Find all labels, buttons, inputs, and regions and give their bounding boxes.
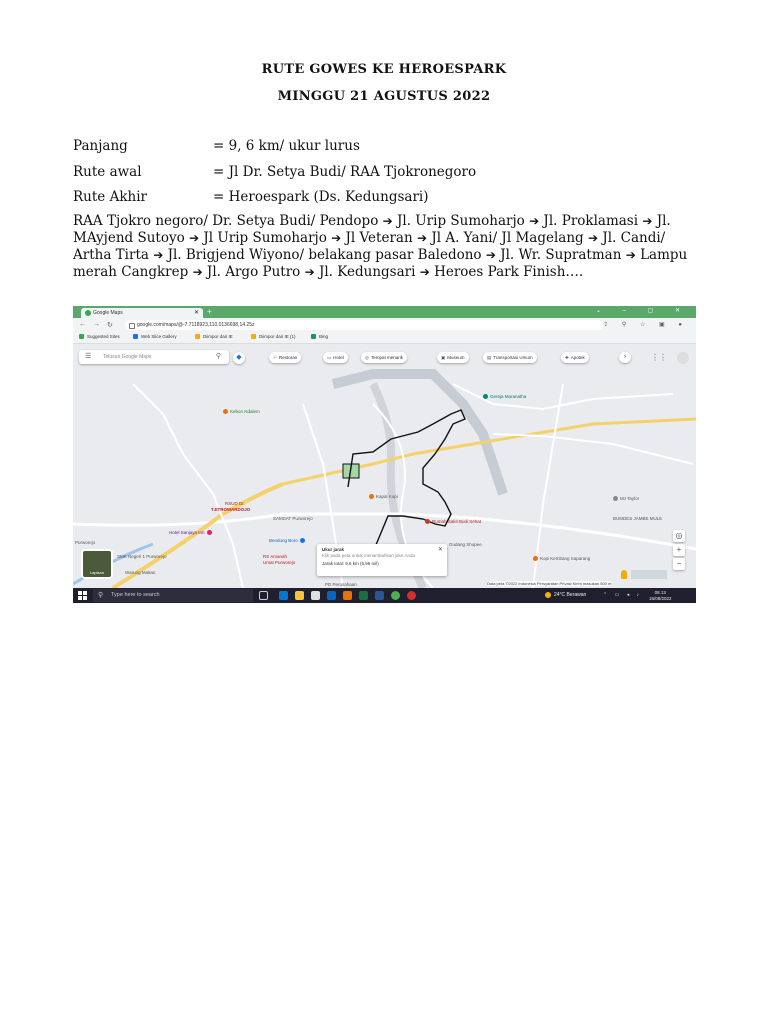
attraction-icon: ◎ bbox=[365, 355, 369, 360]
store-icon[interactable] bbox=[311, 591, 320, 600]
clock-time: 08.13 bbox=[654, 590, 666, 595]
route-segment: Jl. Proklamasi bbox=[543, 213, 639, 229]
bookmark-bing[interactable]: Bing bbox=[311, 334, 328, 339]
route-segment: Jl. Brigjend Wiyono/ belakang pasar Baledono bbox=[167, 247, 482, 263]
forward-icon[interactable]: → bbox=[93, 321, 100, 328]
bookmarks-bar bbox=[73, 332, 696, 344]
bookmark-diimpor-ie[interactable]: Diimpor dari IE bbox=[195, 334, 233, 339]
tab-title: Google Maps bbox=[93, 310, 123, 316]
place-warung-makan[interactable]: Warung Makan bbox=[125, 570, 156, 575]
route-segment: Jl. Candi/ Artha Tirta bbox=[73, 230, 666, 263]
place-purworejo[interactable]: Purworejo bbox=[75, 540, 96, 545]
excel-icon[interactable] bbox=[359, 591, 368, 600]
route-segment: Jl. Urip Sumoharjo bbox=[396, 213, 525, 229]
my-location-icon[interactable]: ◎ bbox=[673, 530, 685, 542]
browser-toolbar-icons[interactable]: ⇪ ⚲ ☆ ▣ ● bbox=[603, 322, 688, 328]
popup-hint: Klik pada peta untuk menambahkan jalur Anda bbox=[322, 553, 416, 558]
route-segment: Jl A. Yani/ Jl Magelang bbox=[431, 230, 584, 246]
arrow-right-icon: ➔ bbox=[192, 265, 203, 279]
place-bendung-boro[interactable]: Bendung Boro bbox=[269, 538, 307, 543]
place-kapal-kopi[interactable]: Kapal Kopi bbox=[369, 494, 398, 499]
task-view-icon[interactable] bbox=[259, 591, 268, 600]
route-segment: Heroes Park Finish…. bbox=[434, 264, 584, 280]
new-tab-icon[interactable]: + bbox=[207, 307, 212, 316]
windows-start-icon[interactable] bbox=[78, 591, 87, 600]
place-kebon-ndalem[interactable]: Kebon Ndalem bbox=[223, 409, 260, 414]
place-rsud-line1[interactable]: RSUD Dr. bbox=[225, 501, 245, 506]
layers-toggle[interactable]: Lapisan bbox=[81, 549, 113, 579]
address-bar-row bbox=[73, 318, 696, 332]
reload-icon[interactable]: ↻ bbox=[107, 322, 113, 329]
map-footer: Data peta ©2022 Indonesia Persyaratan Privasi Kirim masukan 500 m bbox=[487, 581, 612, 586]
place-hotel-sanjaya[interactable]: Hotel Sanjaya Inn bbox=[169, 530, 214, 535]
taskbar-search-input[interactable] bbox=[93, 589, 253, 602]
browser-tab[interactable] bbox=[81, 308, 203, 318]
bookmark-suggested-sites[interactable]: Suggested Sites bbox=[79, 334, 120, 339]
arrow-right-icon: ➔ bbox=[189, 231, 200, 245]
maps-search-input[interactable] bbox=[79, 350, 229, 364]
transit-icon: ▤ bbox=[487, 355, 492, 360]
menu-icon[interactable]: ☰ bbox=[85, 353, 92, 360]
back-icon[interactable]: ← bbox=[79, 321, 86, 328]
maps-search-placeholder: Telusuri Google Maps bbox=[103, 354, 152, 360]
arrow-right-icon: ➔ bbox=[419, 265, 430, 279]
bookmark-diimpor-ie-1[interactable]: Diimpor dari IE (1) bbox=[251, 334, 296, 339]
account-avatar[interactable] bbox=[677, 352, 689, 364]
search-icon: ⚲ bbox=[98, 592, 104, 599]
route-description bbox=[73, 213, 698, 281]
route-segment: Jl Urip Sumoharjo bbox=[203, 230, 327, 246]
chip-hotel[interactable]: ▭ Hotel bbox=[323, 352, 348, 363]
zoom-out-button[interactable]: − bbox=[673, 558, 685, 570]
place-rs-amanah-line1[interactable]: RS Amanah bbox=[263, 554, 288, 559]
arrow-right-icon: ➔ bbox=[642, 214, 653, 228]
maps-screenshot bbox=[73, 306, 696, 603]
street-view-pegman-icon[interactable] bbox=[621, 570, 627, 579]
street-view-thumbnails[interactable] bbox=[631, 570, 667, 579]
route-segment: Jl. MAyjend Sutoyo bbox=[73, 213, 671, 246]
place-kopi-kembang[interactable]: Kopi Kembang Saparang bbox=[533, 556, 590, 561]
url-field[interactable] bbox=[125, 320, 603, 330]
mail-icon[interactable] bbox=[327, 591, 336, 600]
directions-icon[interactable]: ◆ bbox=[233, 352, 245, 364]
file-explorer-icon[interactable] bbox=[295, 591, 304, 600]
arrow-right-icon: ➔ bbox=[153, 248, 164, 262]
chips-more-icon[interactable]: › bbox=[619, 352, 631, 363]
window-controls[interactable]: ⌄ – ▢ ✕ bbox=[595, 308, 690, 314]
popup-title: Ukur jarak bbox=[322, 547, 345, 552]
place-pd[interactable]: PD Perusahaan bbox=[325, 582, 357, 587]
measure-distance-popup bbox=[317, 544, 447, 576]
arrow-right-icon: ➔ bbox=[529, 214, 540, 228]
arrow-right-icon: ➔ bbox=[304, 265, 315, 279]
place-smk[interactable]: SMK Negeri 1 Purworejo bbox=[117, 554, 167, 559]
panjang-label: Panjang bbox=[73, 138, 128, 154]
url-text: google.com/maps/@-7.7118923,110.0136698,14.25z bbox=[137, 322, 255, 328]
place-rumah-sakit[interactable]: Rumah Sakit Budi Sehat bbox=[425, 519, 481, 524]
taskbar-clock[interactable] bbox=[649, 590, 672, 601]
edge-icon[interactable] bbox=[279, 591, 288, 600]
weather-widget[interactable]: 24°C Berawan bbox=[545, 589, 586, 602]
rute-awal-value: = Jl Dr. Setya Budi/ RAA Tjokronegoro bbox=[213, 164, 477, 180]
word-icon[interactable] bbox=[375, 591, 384, 600]
apps-grid-icon[interactable]: ⋮⋮ bbox=[651, 353, 667, 362]
bookmark-web-slice-gallery[interactable]: Web Slice Gallery bbox=[133, 334, 177, 339]
google-maps-favicon-icon bbox=[85, 310, 91, 316]
chip-tempat-menarik[interactable]: ◎ Tempat menarik bbox=[361, 352, 407, 363]
route-segment: Jl Veteran bbox=[345, 230, 413, 246]
place-rsud-line2[interactable]: TJITROWARDOJO bbox=[211, 507, 251, 512]
close-tab-icon[interactable]: ✕ bbox=[193, 310, 199, 316]
rute-awal-label: Rute awal bbox=[73, 164, 142, 180]
chip-apotek[interactable]: ✚ Apotek bbox=[561, 352, 589, 363]
weather-icon bbox=[545, 592, 551, 598]
chrome-icon[interactable] bbox=[391, 591, 400, 600]
arrow-right-icon: ➔ bbox=[587, 231, 599, 245]
route-segment: Jl. Argo Putro bbox=[206, 264, 301, 280]
place-gudang-shopee[interactable]: Gudang Shopee bbox=[449, 542, 482, 547]
zoom-in-button[interactable]: + bbox=[673, 544, 685, 556]
rute-akhir-value: = Heroespark (Ds. Kedungsari) bbox=[213, 189, 429, 205]
route-segment: Jl. Kedungsari bbox=[318, 264, 416, 280]
hotel-icon: ▭ bbox=[327, 355, 332, 360]
route-segment: Lampu merah Cangkrep bbox=[73, 247, 688, 280]
document-title: RUTE GOWES KE HEROESPARK bbox=[261, 62, 507, 77]
rute-akhir-label: Rute Akhir bbox=[73, 189, 147, 205]
opera-icon[interactable] bbox=[407, 591, 416, 600]
arrow-right-icon: ➔ bbox=[625, 248, 636, 262]
taskbar-search-placeholder: Type here to search bbox=[111, 592, 160, 598]
place-mj-taylor[interactable]: MJ Taylor bbox=[613, 496, 639, 501]
close-popup-icon[interactable]: ✕ bbox=[437, 547, 443, 553]
arrow-right-icon: ➔ bbox=[485, 248, 496, 262]
route-segment: RAA Tjokro negoro/ Dr. Setya Budi/ Pendopo bbox=[73, 213, 379, 229]
arrow-right-icon: ➔ bbox=[331, 231, 342, 245]
clock-date: 15/08/2022 bbox=[649, 595, 672, 601]
place-samsat[interactable]: SAMSAT Purworejo bbox=[273, 516, 313, 521]
arrow-right-icon: ➔ bbox=[382, 214, 393, 228]
lock-icon bbox=[129, 323, 135, 329]
route-segment: Jl. Wr. Supratman bbox=[500, 247, 622, 263]
place-gereja[interactable]: Gereja Maranatha bbox=[483, 394, 526, 399]
map-canvas[interactable] bbox=[73, 344, 696, 588]
chip-transportasi-umum[interactable]: ▤ Transportasi Umum bbox=[483, 352, 537, 363]
restaurant-icon: ⚐ bbox=[273, 355, 278, 360]
search-icon[interactable]: ⚲ bbox=[215, 353, 221, 360]
app-icon[interactable] bbox=[343, 591, 352, 600]
system-tray-icons[interactable]: ⌃ ▭ ◂ ♪ bbox=[603, 592, 643, 598]
chip-restoran[interactable]: ⚐ Restoran bbox=[269, 352, 301, 363]
document-subtitle: MINGGU 21 AGUSTUS 2022 bbox=[277, 89, 491, 104]
panjang-value: = 9, 6 km/ ukur lurus bbox=[213, 138, 360, 154]
museum-icon: ▣ bbox=[441, 355, 446, 360]
windows-taskbar bbox=[73, 588, 696, 603]
place-bumdes[interactable]: BUMDES JAMBE MULE bbox=[613, 516, 663, 521]
pharmacy-icon: ✚ bbox=[565, 355, 569, 360]
arrow-right-icon: ➔ bbox=[416, 231, 428, 245]
browser-tab-bar bbox=[73, 306, 696, 318]
popup-distance: Jarak total: 9,6 km (5,96 mil) bbox=[322, 561, 379, 566]
place-rs-amanah-line2[interactable]: Umat Purworejo bbox=[263, 560, 296, 565]
chip-museum[interactable]: ▣ Museum bbox=[437, 352, 469, 363]
